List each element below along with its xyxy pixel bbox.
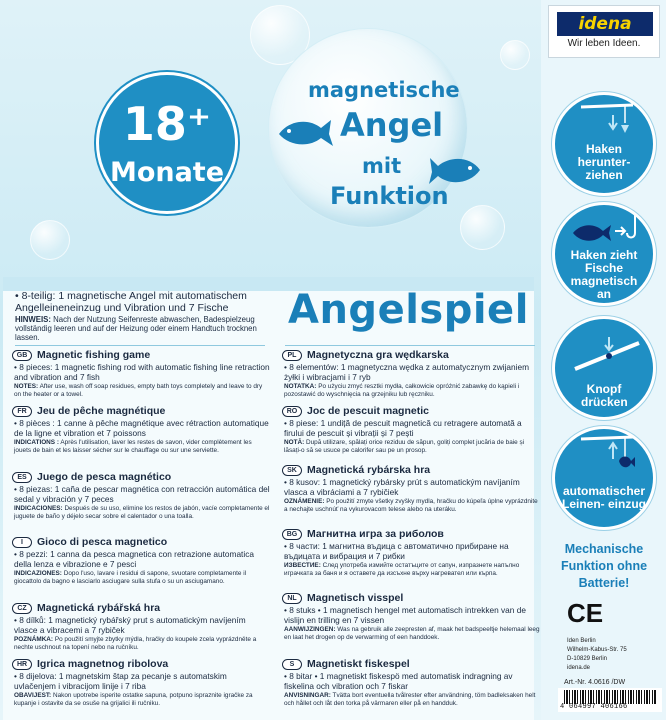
title-line-2: Angel: [340, 106, 444, 144]
section-note: [284, 692, 540, 707]
title-line-4: Funktion: [330, 182, 449, 210]
section-title: Magnetiskt fiskespel: [307, 658, 410, 670]
feature-magnet-hook: [552, 202, 656, 306]
feature-hook-down: [552, 92, 656, 196]
lang-section-es: [12, 470, 270, 520]
note-label: AANWIJZINGEN:: [284, 626, 336, 633]
mechanic-note: Mechanische Funktion ohne Batterie!: [560, 542, 648, 590]
section-note: [14, 570, 270, 585]
fish-hook-icon: [569, 213, 645, 247]
logo-slogan: Wir leben Ideen.: [567, 38, 641, 49]
note-text: După utilizare, spălați orice reziduu de săpun, goliți complet jucăria de baie și lăsați-o să se usuce pe calorifer sau pe un prosop.: [284, 439, 525, 454]
address-line: D-10829 Berlin: [567, 656, 608, 662]
brand-logo: [548, 5, 660, 58]
language-code-badge: ES: [12, 472, 32, 483]
note-label: ANVISNINGAR:: [284, 692, 331, 699]
feature-label: Haken herunter- ziehen: [577, 142, 631, 182]
decorative-bubble: [500, 40, 530, 70]
language-code-badge: NL: [282, 593, 302, 604]
section-body: • 8 dílků: 1 magnetický rybářský prut s automatickým navíjením vlasce a vibracemi a 7 rybiček: [14, 615, 246, 635]
section-body: • 8 elementów: 1 magnetyczna wędka z automatycznym zwijaniem żyłki i wibracjami i 7 ryb: [284, 362, 530, 382]
section-body: • 8 части: 1 магнитна въдица с автоматично прибиране на въдицата и вибрация и 7 рибки: [284, 541, 509, 561]
hint-label: HINWEIS:: [15, 315, 51, 324]
fish-icon: [275, 112, 335, 152]
address-line: Wilhelm-Kabus-Str. 75: [567, 647, 627, 653]
section-title: Jeu de pêche magnétique: [37, 405, 166, 417]
note-text: Después de su uso, elimine los restos de jabón, vacíe completamente el juguete de baño y déjelo secar sobre el calentador o una toalla.: [14, 505, 270, 520]
address-line: Iden Berlin: [567, 638, 596, 644]
feature-label: automatischer Leinen- einzug: [562, 484, 646, 511]
language-code-badge: GB: [12, 350, 32, 361]
lang-section-ro: [282, 404, 540, 454]
note-text: Po použití smyjte zbytky mýdla, hračky do koupele zcela vyprázdněte a nechte uschnout na topení nebo na ručníku.: [14, 636, 257, 651]
feature-label: Haken zieht Fische magnetisch an: [570, 248, 638, 301]
lang-section-bg: [282, 527, 540, 577]
note-text: Dopo l'uso, lavare i residui di sapone, svuotare completamente il giocattolo da bagno e lasciarlo asciugare sulla stufa o su un asciugamano.: [14, 570, 247, 585]
lang-section-nl: [282, 591, 540, 641]
title-line-3: mit: [362, 154, 402, 178]
section-note: [284, 626, 540, 641]
note-text: Tvätta bort eventuella tvålrester efter användning, töm badleksaken helt och hållet och låt den torka på värmaren eller på en handduk.: [284, 692, 536, 707]
language-code-badge: HR: [12, 659, 32, 670]
language-code-badge: S: [282, 659, 302, 670]
section-note: [284, 562, 540, 577]
section-title: Juego de pesca magnético: [37, 471, 172, 483]
lang-section-it: [12, 535, 270, 585]
article-number: Art.-Nr. 4.0616 /DW: [564, 679, 626, 686]
lang-section-se: [282, 657, 540, 707]
divider: [15, 345, 265, 346]
intro-body: • 8-teilig: 1 magnetische Angel mit automatischem Angelleineneinzug und Vibration und 7 Fische: [15, 290, 247, 314]
language-code-badge: SK: [282, 465, 302, 476]
section-note: [14, 505, 270, 520]
note-label: POZNÁMKA:: [14, 636, 54, 643]
section-note: [284, 383, 540, 398]
rod-button-icon: [569, 335, 645, 375]
section-note: [14, 383, 270, 398]
language-code-badge: PL: [282, 350, 302, 361]
section-note: [14, 439, 270, 454]
barcode-bars: [564, 690, 656, 704]
line-retract-icon: [575, 433, 639, 473]
section-note: [14, 636, 270, 651]
note-text: Nakon upotrebe isperite ostatke sapuna, potpuno ispraznite igračke za kupanje i ostavite da se osuše na grijalici ili ručniku.: [14, 692, 253, 707]
note-label: NOTATKA:: [284, 383, 317, 390]
language-code-badge: BG: [282, 529, 302, 540]
feature-button: [552, 316, 656, 420]
section-body: • 8 piese: 1 undiță de pescuit magnetică cu retragere automată a firului de pescuit și vibrații și 7 pești: [284, 418, 522, 438]
section-note: [284, 498, 540, 513]
product-title: Angelspiel: [288, 287, 529, 333]
section-body: • 8 dijelova: 1 magnetskim štap za pecanje s automatskim uvlačenjem i vibracijom linije i 7 riba: [14, 671, 227, 691]
note-text: След употреба измийте остатъците от сапун, изпразнете напълно играчката за баня и я оставете да изсъхне върху нагревател или кърпа.: [284, 562, 520, 577]
age-number: 18⁺: [122, 97, 212, 151]
lang-section-hr: [12, 657, 270, 707]
section-note: [14, 692, 270, 707]
decorative-bubble: [460, 205, 505, 250]
section-title: Magnetická rybárska hra: [307, 464, 431, 476]
section-body: • 8 kusov: 1 magnetický rybársky prút s automatickým navíjaním vlasca a vibráciami a 7 rybičiek: [284, 477, 520, 497]
address-line: idena.de: [567, 665, 591, 671]
note-label: INDICAZIONES:: [14, 570, 62, 577]
barcode-digits: 4 064997 406166: [560, 703, 628, 711]
decorative-bubble: [30, 220, 70, 260]
divider: [285, 345, 535, 346]
section-title: Magnetická rybářská hra: [37, 602, 161, 614]
feature-line-retract: [552, 426, 656, 530]
barcode: [558, 688, 662, 712]
logo-wordmark: idena: [557, 12, 653, 36]
lang-section-fr: [12, 404, 270, 454]
note-text: Po użyciu zmyć resztki mydła, całkowicie opróżnić zabawkę do kąpieli i pozostawić do wyschnięcia na grzejniku lub ręczniku.: [284, 383, 520, 398]
intro-text: [15, 290, 280, 342]
section-title: Igrica magnetnog ribolova: [37, 658, 169, 670]
language-code-badge: CZ: [12, 603, 32, 614]
note-text: Po použití zmyte všetky zvyšky mydla, hračku do kúpeľa úplne vyprázdnite a nechajte uschnúť na vykurovacom telese alebo na uteráku.: [284, 498, 538, 513]
section-note: [284, 439, 540, 454]
lang-section-sk: [282, 463, 540, 513]
note-label: INDICATIONS :: [14, 439, 59, 446]
note-label: INDICACIONES:: [14, 505, 63, 512]
note-text: Was na gebruik alle zeepresten af, maak het badspeeltje helemaal leeg en laat het drogen op de verwarming of een handdoek.: [284, 626, 540, 641]
lang-section-cz: [12, 601, 270, 651]
lang-section-gb: [12, 348, 270, 398]
language-code-badge: FR: [12, 406, 32, 417]
note-label: NOTĂ:: [284, 439, 305, 446]
section-title: Magnetic fishing game: [37, 349, 151, 361]
feature-label: Knopf drücken: [581, 382, 628, 409]
section-body: • 8 pièces : 1 canne à pêche magnétique avec rétraction automatique de la ligne et vibration et 7 poissons: [14, 418, 269, 438]
note-text: Après l'utilisation, laver les restes de savon, vider complètement les jouets de bain et les laisser sécher sur le chauffage ou sur une serviette.: [14, 439, 252, 454]
lang-section-pl: [282, 348, 540, 398]
ce-mark: CE: [567, 598, 604, 628]
section-title: Magnetyczna gra wędkarska: [307, 349, 449, 361]
note-label: NOTES:: [14, 383, 39, 390]
intro-hint: [15, 315, 280, 342]
section-title: Joc de pescuit magnetic: [307, 405, 429, 417]
section-body: • 8 bitar • 1 magnetiskt fiskespö med automatisk indragning av fiskelina och vibration och 7 fiskar: [284, 671, 513, 691]
note-label: OBAVIJEST:: [14, 692, 52, 699]
section-body: • 8 piezas: 1 caña de pescar magnética con retracción automática del sedal y vibración y 7 peces: [14, 484, 270, 504]
section-title: Магнитна игра за риболов: [307, 528, 444, 540]
age-unit: Monate: [109, 157, 225, 188]
section-title: Gioco di pesca magnetico: [37, 536, 168, 548]
title-line-1: magnetische: [308, 78, 460, 102]
section-body: • 8 stuks • 1 magnetisch hengel met automatisch intrekken van de vislijn en trilling en 7 vissen: [284, 605, 526, 625]
hint-text: Nach der Nutzung Seifenreste abwaschen, Badespielzeug vollständig leeren und auf der Heizung oder einem Handtuch trocknen lassen.: [15, 315, 257, 342]
note-text: After use, wash off soap residues, empty bath toys completely and leave to dry on the heater or a towel.: [14, 383, 263, 398]
manufacturer-address: [567, 637, 627, 673]
note-label: OZNÁMENIE:: [284, 498, 325, 505]
section-body: • 8 pieces: 1 magnetic fishing rod with automatic fishing line retraction and vibration and 7 fish: [14, 362, 270, 382]
section-title: Magnetisch visspel: [307, 592, 404, 604]
hook-down-icon: [575, 101, 639, 139]
language-code-badge: RO: [282, 406, 302, 417]
language-code-badge: I: [12, 537, 32, 548]
section-body: • 8 pezzi: 1 canna da pesca magnetica con retrazione automatica della lenza e vibrazione e 7 pesci: [14, 549, 254, 569]
age-badge: [96, 72, 238, 214]
fish-icon: [428, 150, 484, 190]
note-label: ИЗВЕСТИЕ:: [284, 562, 321, 569]
